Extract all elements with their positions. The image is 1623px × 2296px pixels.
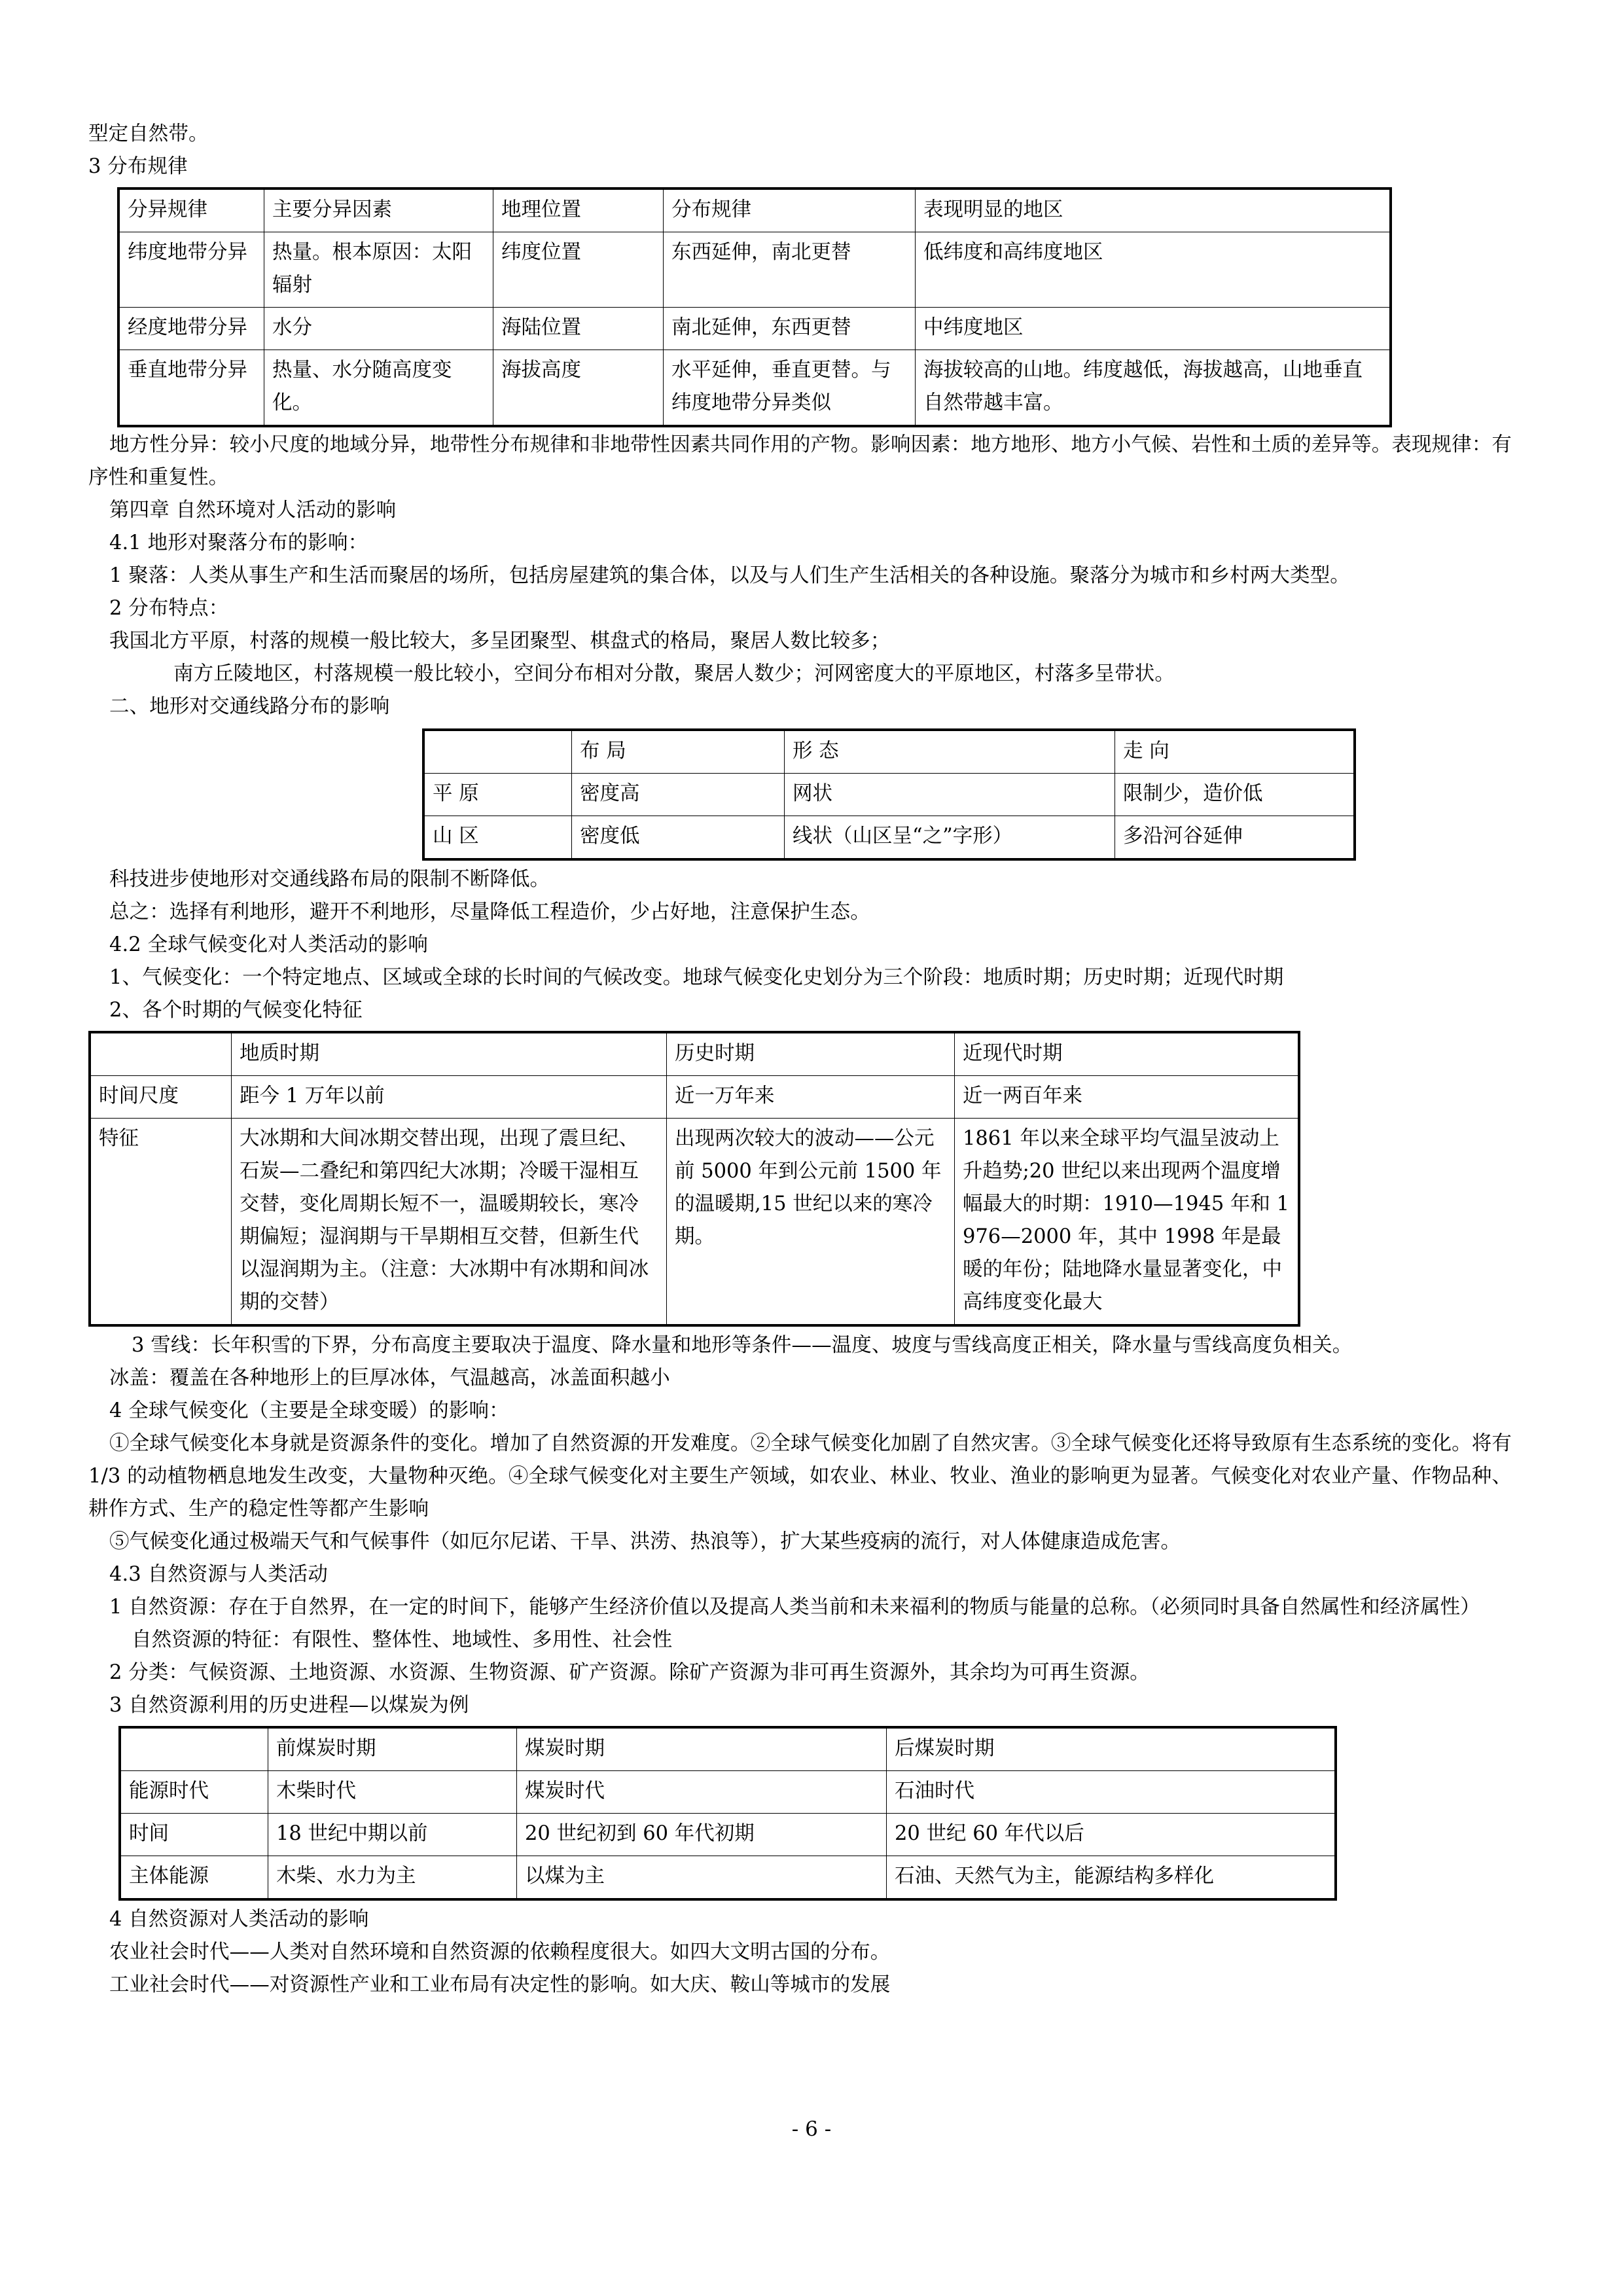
header-cell-blank [90,1032,232,1076]
cell-direction: 限制少，造价低 [1115,774,1355,816]
intro-line-1: 型定自然带。 [88,122,209,145]
cell-region: 海拔较高的山地。纬度越低，海拔越高，山地垂直自然带越丰富。 [916,350,1391,427]
para-resource-characteristics: 自然资源的特征：有限性、整体性、地域性、多用性、社会性 [132,1628,673,1651]
cell-coal: 煤炭时代 [517,1771,887,1814]
para-summary-terrain: 总之：选择有利地形，避开不利地形，尽量降低工程造价，少占好地，注意保护生态。 [109,901,870,924]
cell-row-label: 特征 [90,1119,232,1326]
para-climate-change-definition: 1、气候变化：一个特定地点、区域或全球的长时间的气候改变。地球气候变化史划分为三个阶段：地质时期；历史时期；近现代时期 [109,966,1284,989]
header-cell-direction: 走 向 [1115,730,1355,774]
table-row [120,1814,1336,1856]
para-effects-1-4: ①全球气候变化本身就是资源条件的变化。增加了自然资源的开发难度。②全球气候变化加剧了自然灾害。③全球气候变化还将导致原有生态系统的变化。将有 1/3 的动植物栖息地发生改变，大量物种灭绝。④全球气候变化对主要生产领域，如农业、林业、牧业、渔业的影响更为显著。气候变化对农业产量、作物品种、耕作方式、生产的稳定性等都产生影响 [88,1432,1512,1520]
cell-pre-coal: 木柴、水力为主 [268,1856,517,1900]
para-effect-5: ⑤气候变化通过极端天气和气候事件（如厄尔尼诺、干旱、洪涝、热浪等），扩大某些疫病的流行，对人体健康造成危害。 [109,1530,1181,1553]
cell-form: 线状（山区呈“之”字形） [785,816,1115,860]
cell-rule: 水平延伸，垂直更替。与纬度地带分异类似 [664,350,916,427]
para-settlement-definition: 1 聚落：人类从事生产和生活而聚居的场所，包括房屋建筑的集合体，以及与人们生产生活相关的各种设施。聚落分为城市和乡村两大类型。 [109,564,1350,587]
table-row [423,774,1355,816]
table-row [120,1856,1336,1900]
heading-section-4-1: 4.1 地形对聚落分布的影响： [109,531,368,554]
cell-rule: 南北延伸，东西更替 [664,308,916,350]
header-cell-pattern: 分异规律 [118,188,264,232]
table-row [90,1119,1299,1326]
para-agricultural-society: 农业社会时代——人类对自然环境和自然资源的依赖程度很大。如四大文明古国的分布。 [109,1941,891,1964]
cell-factor: 热量、水分随高度变化。 [264,350,493,427]
header-cell-post-coal: 后煤炭时期 [887,1727,1336,1771]
cell-terrain: 平 原 [423,774,572,816]
cell-pattern: 经度地带分异 [118,308,264,350]
heading-global-warming-effects: 4 全球气候变化（主要是全球变暖）的影响： [109,1399,509,1422]
cell-post-coal: 石油、天然气为主，能源结构多样化 [887,1856,1336,1900]
header-cell-factor: 主要分异因素 [264,188,493,232]
heading-chapter-4: 第四章 自然环境对人活动的影响 [109,499,397,522]
para-snowline: 3 雪线：长年积雪的下界，分布高度主要取决于温度、降水量和地形等条件——温度、坡度与雪线高度正相关，降水量与雪线高度负相关。 [132,1334,1353,1357]
para-industrial-society: 工业社会时代——对资源性产业和工业布局有决定性的影响。如大庆、鞍山等城市的发展 [109,1973,891,1996]
cell-factor: 热量。根本原因：太阳辐射 [264,232,493,308]
cell-factor: 水分 [264,308,493,350]
cell-modern: 近一两百年来 [955,1076,1300,1119]
header-cell-rule: 分布规律 [664,188,916,232]
para-icecap: 冰盖：覆盖在各种地形上的巨厚冰体，气温越高，冰盖面积越小 [109,1367,670,1390]
para-technology-reduces-limits: 科技进步使地形对交通线路布局的限制不断降低。 [109,868,550,891]
para-period-features-heading: 2、各个时期的气候变化特征 [109,999,363,1022]
cell-post-coal: 20 世纪 60 年代以后 [887,1814,1336,1856]
header-cell-modern: 近现代时期 [955,1032,1300,1076]
page-number: - 6 - [791,2117,832,2141]
para-distribution-features-heading: 2 分布特点： [109,597,229,620]
header-cell-geologic: 地质时期 [232,1032,667,1076]
table-row [423,730,1355,774]
header-cell-historic: 历史时期 [667,1032,955,1076]
table-row [90,1032,1299,1076]
table-row [118,308,1391,350]
header-cell-form: 形 态 [785,730,1115,774]
cell-post-coal: 石油时代 [887,1771,1336,1814]
cell-location: 纬度位置 [493,232,664,308]
table-row [118,350,1391,427]
table-row [120,1727,1336,1771]
cell-layout: 密度高 [572,774,785,816]
header-cell-blank [423,730,572,774]
cell-direction: 多沿河谷延伸 [1115,816,1355,860]
cell-pre-coal: 木柴时代 [268,1771,517,1814]
page-content [88,118,1512,2001]
cell-pattern: 纬度地带分异 [118,232,264,308]
cell-coal: 20 世纪初到 60 年代初期 [517,1814,887,1856]
header-cell-blank [120,1727,268,1771]
table-row [118,188,1391,232]
cell-region: 低纬度和高纬度地区 [916,232,1391,308]
table-row [423,816,1355,860]
cell-historic: 近一万年来 [667,1076,955,1119]
heading-section-4-2: 4.2 全球气候变化对人类活动的影响 [109,933,428,956]
para-resource-classification: 2 分类：气候资源、土地资源、水资源、生物资源、矿产资源。除矿产资源为非可再生资源外，其余均为可再生资源。 [109,1661,1150,1684]
table-distribution-patterns [117,187,1392,427]
cell-location: 海拔高度 [493,350,664,427]
cell-form: 网状 [785,774,1115,816]
heading-coal-history: 3 自然资源利用的历史进程—以煤炭为例 [109,1694,469,1717]
cell-region: 中纬度地区 [916,308,1391,350]
table-row [90,1076,1299,1119]
cell-geologic: 距今 1 万年以前 [232,1076,667,1119]
cell-geologic: 大冰期和大间冰期交替出现，出现了震旦纪、石炭—二叠纪和第四纪大冰期；冷暖干湿相互交替，变化周期长短不一，温暖期较长，寒冷期偏短；湿润期与干旱期相互交替，但新生代以湿润期为主。（注意：大冰期中有冰期和间冰期的交替） [232,1119,667,1326]
cell-modern: 1861 年以来全球平均气温呈波动上升趋势;20 世纪以来出现两个温度增幅最大的时期：1910—1945 年和 1976—2000 年，其中 1998 年是最暖的年份；陆地降水量显著变化，中高纬度变化最大 [955,1119,1300,1326]
cell-row-label: 时间 [120,1814,268,1856]
cell-pre-coal: 18 世纪中期以前 [268,1814,517,1856]
table-row [118,232,1391,308]
cell-terrain: 山 区 [423,816,572,860]
cell-row-label: 主体能源 [120,1856,268,1900]
para-south-hills: 南方丘陵地区，村落规模一般比较小，空间分布相对分散，聚居人数少；河网密度大的平原地区，村落多呈带状。 [173,662,1175,685]
header-cell-layout: 布 局 [572,730,785,774]
heading-transport-influence: 二、地形对交通线路分布的影响 [109,695,390,718]
cell-layout: 密度低 [572,816,785,860]
heading-section-4-3: 4.3 自然资源与人类活动 [109,1563,328,1586]
table-transport-routes [422,728,1356,861]
cell-location: 海陆位置 [493,308,664,350]
intro-line-2: 3 分布规律 [88,155,188,178]
header-cell-coal: 煤炭时期 [517,1727,887,1771]
cell-rule: 东西延伸，南北更替 [664,232,916,308]
table-coal-eras [118,1726,1337,1901]
cell-row-label: 时间尺度 [90,1076,232,1119]
header-cell-region: 表现明显的地区 [916,188,1391,232]
header-cell-location: 地理位置 [493,188,664,232]
para-natural-resource-definition: 1 自然资源：存在于自然界，在一定的时间下，能够产生经济价值以及提高人类当前和未来福利的物质与能量的总称。（必须同时具备自然属性和经济属性） [109,1596,1480,1619]
table-climate-periods [88,1031,1300,1327]
heading-resource-impact: 4 自然资源对人类活动的影响 [109,1908,369,1931]
cell-row-label: 能源时代 [120,1771,268,1814]
cell-pattern: 垂直地带分异 [118,350,264,427]
header-cell-pre-coal: 前煤炭时期 [268,1727,517,1771]
para-north-plain: 我国北方平原，村落的规模一般比较大，多呈团聚型、棋盘式的格局，聚居人数比较多； [109,630,891,653]
cell-historic: 出现两次较大的波动——公元前 5000 年到公元前 1500 年的温暖期,15 世纪以来的寒冷期。 [667,1119,955,1326]
table-row [120,1771,1336,1814]
para-local-differentiation: 地方性分异：较小尺度的地域分异，地带性分布规律和非地带性因素共同作用的产物。影响因素：地方地形、地方小气候、岩性和土质的差异等。表现规律：有序性和重复性。 [88,433,1512,489]
cell-coal: 以煤为主 [517,1856,887,1900]
